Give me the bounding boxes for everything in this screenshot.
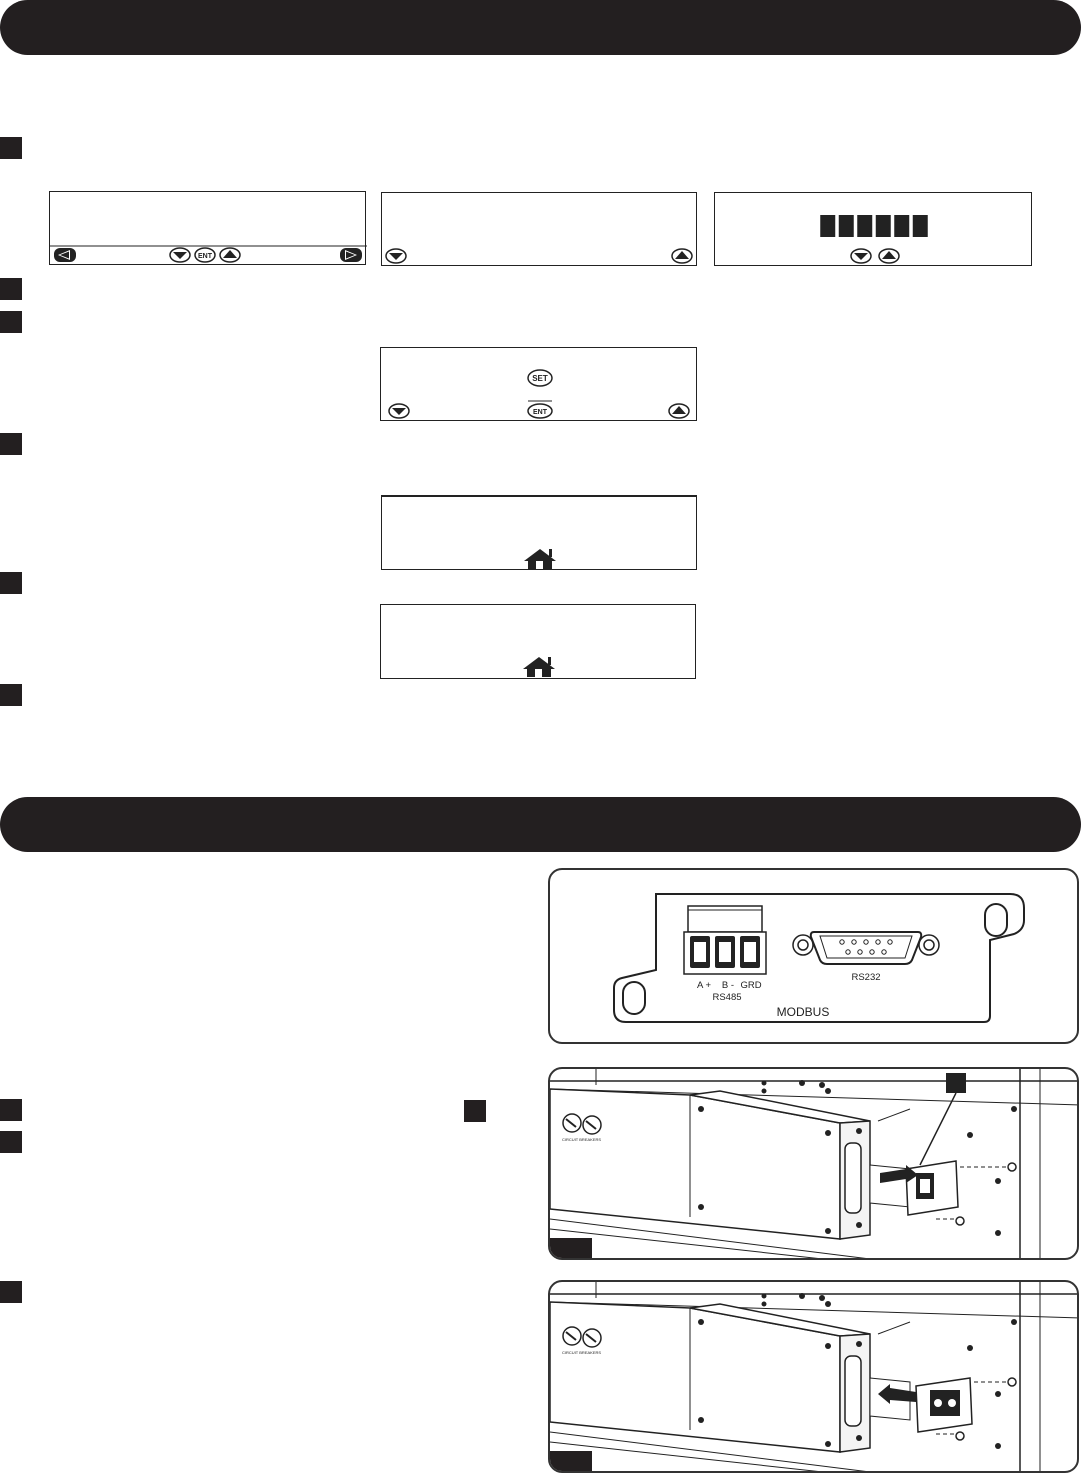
terminal-grd-label: GRD — [740, 980, 762, 991]
figure-tag — [550, 1238, 592, 1258]
arrow-up-icon — [672, 249, 692, 263]
circuit-breaker-label: CIRCUIT BREAKERS — [562, 1137, 602, 1142]
circuit-breaker-label: CIRCUIT BREAKERS — [562, 1350, 602, 1355]
step-marker — [0, 433, 22, 455]
enter-icon — [195, 248, 215, 262]
card-removal-figure — [548, 1067, 1079, 1260]
lcd-screen-set — [380, 347, 697, 421]
terminal-b-label: B - — [721, 980, 735, 991]
step-marker — [0, 278, 22, 300]
section-banner-top — [0, 0, 1081, 55]
lcd-screen-home — [381, 495, 697, 570]
figure-tag — [550, 1451, 592, 1471]
lcd-screen-password — [714, 192, 1032, 266]
modbus-card — [916, 1378, 972, 1432]
arrow-down-icon — [851, 249, 871, 263]
set-label: SET — [532, 374, 548, 383]
modbus-label: MODBUS — [776, 1005, 830, 1019]
password-mask-char — [820, 215, 835, 237]
arrow-right-icon — [340, 248, 362, 262]
section-banner-bottom — [0, 797, 1081, 852]
step-marker — [0, 311, 22, 333]
password-mask — [820, 215, 928, 237]
step-marker — [0, 1099, 22, 1121]
modbus-card — [906, 1161, 958, 1215]
home-icon — [524, 549, 556, 569]
arrow-up-icon — [879, 249, 899, 263]
arrow-left-icon — [54, 248, 76, 262]
rs485-terminal-block — [684, 906, 766, 974]
enter-label: ENT — [533, 409, 547, 416]
arrow-down-icon — [170, 248, 190, 262]
step-marker — [0, 137, 22, 159]
home-icon — [523, 657, 555, 677]
lcd-screen-home — [380, 604, 696, 679]
password-mask-char — [894, 215, 909, 237]
set-icon — [528, 370, 552, 386]
step-marker — [464, 1100, 486, 1122]
lcd-screen-scroll — [381, 192, 697, 266]
password-mask-char — [913, 215, 928, 237]
step-marker — [0, 684, 22, 706]
password-mask-char — [857, 215, 872, 237]
step-marker — [0, 572, 22, 594]
step-marker — [0, 1131, 22, 1153]
lcd-screen-navigation — [49, 191, 366, 265]
card-insertion-figure — [548, 1280, 1079, 1473]
step-marker — [0, 1281, 22, 1303]
password-mask-char — [839, 215, 854, 237]
modbus-card-figure — [548, 868, 1079, 1044]
rs232-label: RS232 — [851, 972, 881, 983]
arrow-up-icon — [669, 404, 689, 418]
enter-icon — [528, 404, 552, 418]
rs485-label: RS485 — [712, 992, 742, 1003]
password-mask-char — [876, 215, 891, 237]
enter-label: ENT — [198, 253, 212, 260]
arrow-up-icon — [220, 248, 240, 262]
terminal-a-label: A + — [697, 980, 711, 991]
arrow-down-icon — [386, 249, 406, 263]
arrow-down-icon — [389, 404, 409, 418]
